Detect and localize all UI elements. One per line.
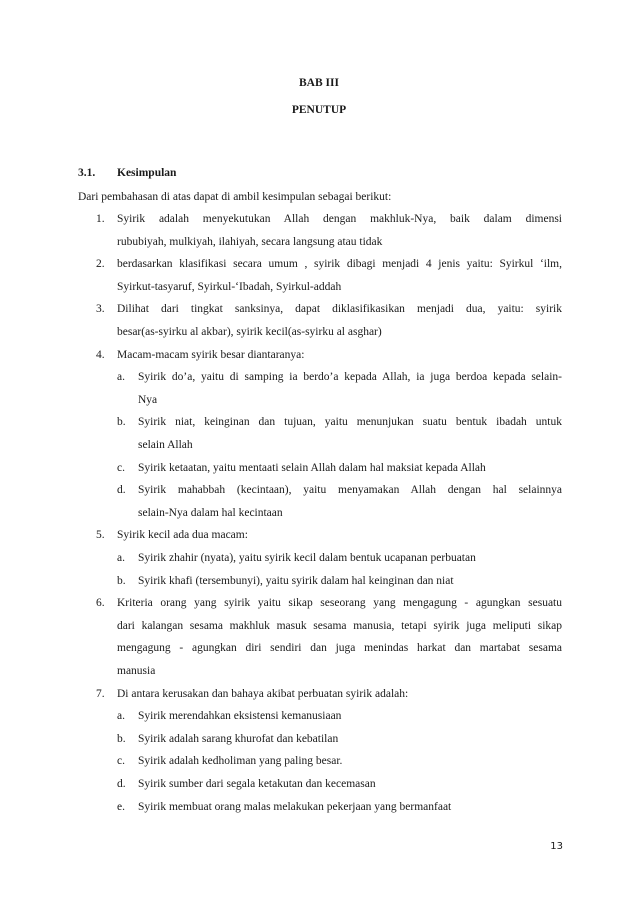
list-item-line: Syirik adalah menyekutukan Allah dengan makhluk-Nya, baik dalam dimensi: [117, 213, 562, 225]
list-item-number: 4.: [96, 348, 105, 361]
list-item-line: mengagung - agungkan diri sendiri dan juga menindas harkat dan martabat sesama: [117, 642, 562, 655]
sub-item-line: Syirik do’a, yaitu di samping ia berdo’a kepada Allah, ia juga berdoa kepada selain-: [138, 371, 562, 384]
list-item-line: besar(as-syirku al akbar), syirik kecil(as-syirku al asghar): [117, 326, 382, 338]
list-item-number: 5.: [96, 529, 105, 542]
list-item-line: berdasarkan klasifikasi secara umum , syirik dibagi menjadi 4 jenis yaitu: Syirkul ‘ilm,: [117, 258, 562, 271]
list-item-line: dari kalangan sesama makhluk masuk sesama manusia, tetapi syirik juga meliputi sikap: [117, 619, 562, 632]
sub-item-line: Nya: [138, 393, 158, 406]
list-item-line: rububiyah, mulkiyah, ilahiyah, secara langsung atau tidak: [117, 235, 383, 248]
sub-item-letter: a.: [117, 552, 125, 564]
intro-paragraph: Dari pembahasan di atas dapat di ambil kesimpulan sebagai berikut:: [78, 191, 392, 203]
list-item-line: Di antara kerusakan dan bahaya akibat perbuatan syirik adalah:: [117, 687, 409, 700]
list-item-line: Dilihat dari tingkat sanksinya, dapat diklasifikasikan menjadi dua, yaitu: syirik: [117, 303, 562, 316]
sub-item-line: Syirik khafi (tersembunyi), yaitu syirik dalam hal keinginan dan niat: [138, 574, 454, 587]
chapter-title: PENUTUP: [291, 104, 347, 116]
sub-item-letter: b.: [117, 574, 126, 587]
list-item-number: 7.: [96, 687, 105, 700]
section-title: Kesimpulan: [117, 167, 177, 179]
sub-item-line: Syirik niat, keinginan dan tujuan, yaitu menunjukan suatu bentuk ibadah untuk: [138, 416, 562, 429]
sub-item-line: Syirik adalah sarang khurofat dan kebatilan: [138, 732, 339, 745]
section-number: 3.1.: [78, 167, 96, 179]
list-item-line: Syirik kecil ada dua macam:: [117, 529, 248, 542]
sub-item-line: Syirik mahabbah (kecintaan), yaitu menyamakan Allah dengan hal selainnya: [138, 484, 562, 497]
list-item-line: manusia: [117, 665, 156, 677]
sub-item-letter: b.: [117, 732, 126, 745]
sub-item-line: Syirik adalah kedholiman yang paling besar.: [138, 755, 343, 768]
sub-item-letter: c.: [117, 461, 125, 474]
list-item-line: Macam-macam syirik besar diantaranya:: [117, 348, 305, 361]
sub-item-line: Syirik ketaatan, yaitu mentaati selain Allah dalam hal maksiat kepada Allah: [138, 461, 486, 474]
list-item-line: Syirkut-tasyaruf, Syirkul-‘Ibadah, Syirkul-addah: [117, 280, 342, 293]
list-item-number: 1.: [96, 213, 105, 225]
chapter-heading: BAB III: [299, 77, 339, 89]
sub-item-letter: e.: [117, 800, 125, 813]
page-number: 13: [550, 841, 563, 852]
sub-item-line: Syirik sumber dari segala ketakutan dan kecemasan: [138, 778, 376, 790]
sub-item-letter: d.: [117, 484, 126, 497]
sub-item-line: selain-Nya dalam hal kecintaan: [138, 506, 283, 519]
list-item-number: 2.: [96, 258, 105, 271]
list-item-number: 6.: [96, 597, 105, 610]
sub-item-line: Syirik zhahir (nyata), yaitu syirik kecil dalam bentuk ucapanan perbuatan: [138, 552, 476, 564]
sub-item-letter: b.: [117, 416, 126, 429]
list-item-number: 3.: [96, 303, 105, 316]
sub-item-line: selain Allah: [138, 439, 193, 451]
sub-item-line: Syirik merendahkan eksistensi kemanusiaan: [138, 710, 342, 723]
sub-item-letter: a.: [117, 371, 125, 384]
sub-item-letter: a.: [117, 710, 125, 723]
sub-item-letter: c.: [117, 755, 125, 768]
list-item-line: Kriteria orang yang syirik yaitu sikap seseorang yang mengagung - agungkan sesuatu: [117, 597, 562, 610]
sub-item-letter: d.: [117, 778, 126, 790]
sub-item-line: Syirik membuat orang malas melakukan pekerjaan yang bermanfaat: [138, 800, 452, 813]
